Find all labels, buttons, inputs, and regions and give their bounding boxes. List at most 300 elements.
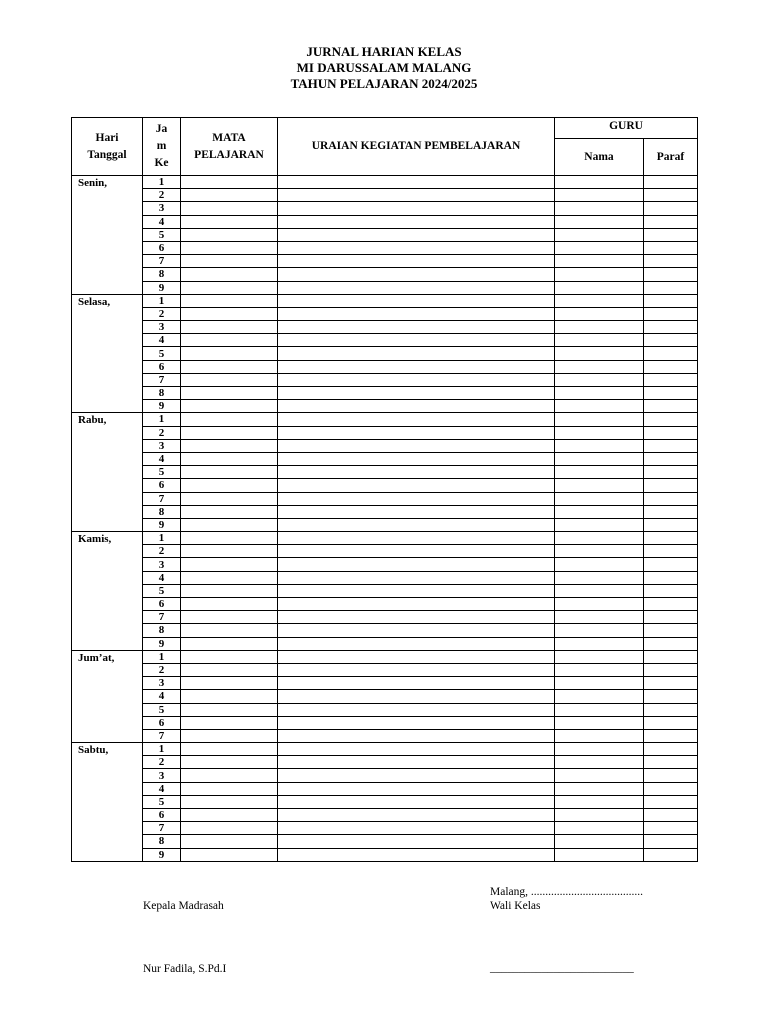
- jam-ke-cell: 1: [143, 532, 181, 545]
- guru-paraf-cell[interactable]: [644, 466, 698, 479]
- uraian-cell[interactable]: [278, 255, 555, 268]
- guru-nama-cell[interactable]: [555, 769, 644, 782]
- guru-nama-cell[interactable]: [555, 663, 644, 676]
- uraian-cell[interactable]: [278, 571, 555, 584]
- uraian-cell[interactable]: [278, 677, 555, 690]
- table-row: [72, 611, 698, 624]
- table-row: [72, 822, 698, 835]
- mata-pelajaran-cell[interactable]: [181, 452, 278, 465]
- mata-pelajaran-cell[interactable]: [181, 584, 278, 597]
- jam-ke-cell: 4: [143, 690, 181, 703]
- jam-ke-cell: 5: [143, 795, 181, 808]
- uraian-cell[interactable]: [278, 202, 555, 215]
- table-row: [72, 663, 698, 676]
- jam-ke-cell: 5: [143, 347, 181, 360]
- mata-pelajaran-cell[interactable]: [181, 782, 278, 795]
- table-row: [72, 215, 698, 228]
- jam-ke-cell: 5: [143, 703, 181, 716]
- table-row: [72, 769, 698, 782]
- uraian-cell[interactable]: [278, 215, 555, 228]
- guru-paraf-cell[interactable]: [644, 281, 698, 294]
- table-row: [72, 795, 698, 808]
- table-row: [72, 241, 698, 254]
- guru-nama-cell[interactable]: [555, 624, 644, 637]
- header-jam-1: Ja: [155, 123, 168, 135]
- mata-pelajaran-cell[interactable]: [181, 307, 278, 320]
- guru-paraf-cell[interactable]: [644, 241, 698, 254]
- guru-nama-cell[interactable]: [555, 690, 644, 703]
- mata-pelajaran-cell[interactable]: [181, 321, 278, 334]
- guru-nama-cell[interactable]: [555, 307, 644, 320]
- jam-ke-cell: 9: [143, 637, 181, 650]
- guru-nama-cell[interactable]: [555, 255, 644, 268]
- guru-paraf-cell[interactable]: [644, 848, 698, 861]
- header-mata: MATA: [212, 131, 246, 144]
- guru-nama-cell[interactable]: [555, 189, 644, 202]
- guru-nama-cell[interactable]: [555, 518, 644, 531]
- table-row: [72, 492, 698, 505]
- guru-nama-cell[interactable]: [555, 413, 644, 426]
- guru-paraf-cell[interactable]: [644, 479, 698, 492]
- guru-nama-cell[interactable]: [555, 795, 644, 808]
- mata-pelajaran-cell[interactable]: [181, 176, 278, 189]
- guru-nama-cell[interactable]: [555, 558, 644, 571]
- jam-ke-cell: 1: [143, 743, 181, 756]
- guru-nama-cell[interactable]: [555, 703, 644, 716]
- table-row: [72, 677, 698, 690]
- guru-nama-cell[interactable]: [555, 439, 644, 452]
- uraian-cell[interactable]: [278, 795, 555, 808]
- mata-pelajaran-cell[interactable]: [181, 413, 278, 426]
- day-cell: Kamis,: [72, 532, 143, 651]
- header-nama: Nama: [555, 139, 644, 176]
- guru-nama-cell[interactable]: [555, 176, 644, 189]
- table-row: [72, 518, 698, 531]
- guru-nama-cell[interactable]: [555, 782, 644, 795]
- mata-pelajaran-cell[interactable]: [181, 795, 278, 808]
- jam-ke-cell: 5: [143, 466, 181, 479]
- guru-paraf-cell[interactable]: [644, 334, 698, 347]
- mata-pelajaran-cell[interactable]: [181, 202, 278, 215]
- jam-ke-cell: 3: [143, 677, 181, 690]
- guru-paraf-cell[interactable]: [644, 294, 698, 307]
- table-row: [72, 637, 698, 650]
- mata-pelajaran-cell[interactable]: [181, 690, 278, 703]
- guru-nama-cell[interactable]: [555, 809, 644, 822]
- guru-nama-cell[interactable]: [555, 848, 644, 861]
- mata-pelajaran-cell[interactable]: [181, 743, 278, 756]
- header-jam-3: Ke: [154, 157, 169, 169]
- table-row: [72, 479, 698, 492]
- jam-ke-cell: 2: [143, 189, 181, 202]
- jam-ke-cell: 3: [143, 769, 181, 782]
- guru-paraf-cell[interactable]: [644, 400, 698, 413]
- mata-pelajaran-cell[interactable]: [181, 255, 278, 268]
- guru-nama-cell[interactable]: [555, 598, 644, 611]
- jam-ke-cell: 6: [143, 479, 181, 492]
- uraian-cell[interactable]: [278, 809, 555, 822]
- guru-paraf-cell[interactable]: [644, 268, 698, 281]
- jam-ke-cell: 7: [143, 373, 181, 386]
- mata-pelajaran-cell[interactable]: [181, 822, 278, 835]
- mata-pelajaran-cell[interactable]: [181, 189, 278, 202]
- mata-pelajaran-cell[interactable]: [181, 545, 278, 558]
- header-guru: GURU: [555, 118, 698, 139]
- title-line-1: JURNAL HARIAN KELAS: [306, 44, 462, 59]
- table-row: [72, 228, 698, 241]
- table-row: [72, 571, 698, 584]
- guru-paraf-cell[interactable]: [644, 637, 698, 650]
- wali-kelas-signature-line: _________________________: [490, 962, 634, 974]
- uraian-cell[interactable]: [278, 624, 555, 637]
- guru-paraf-cell[interactable]: [644, 571, 698, 584]
- table-row: [72, 558, 698, 571]
- table-row: [72, 835, 698, 848]
- table-row: [72, 189, 698, 202]
- uraian-cell[interactable]: [278, 663, 555, 676]
- jam-ke-cell: 3: [143, 321, 181, 334]
- header-uraian: URAIAN KEGIATAN PEMBELAJARAN: [278, 118, 555, 176]
- uraian-cell[interactable]: [278, 452, 555, 465]
- uraian-cell[interactable]: [278, 782, 555, 795]
- mata-pelajaran-cell[interactable]: [181, 294, 278, 307]
- place-date-line: Malang, .......................................: [490, 886, 644, 898]
- mata-pelajaran-cell[interactable]: [181, 426, 278, 439]
- guru-nama-cell[interactable]: [555, 281, 644, 294]
- jam-ke-cell: 6: [143, 241, 181, 254]
- jam-ke-cell: 3: [143, 558, 181, 571]
- guru-paraf-cell[interactable]: [644, 584, 698, 597]
- jam-ke-cell: 5: [143, 228, 181, 241]
- jam-ke-cell: 2: [143, 426, 181, 439]
- jam-ke-cell: 9: [143, 281, 181, 294]
- mata-pelajaran-cell[interactable]: [181, 281, 278, 294]
- guru-paraf-cell[interactable]: [644, 373, 698, 386]
- table-row: [72, 756, 698, 769]
- guru-nama-cell[interactable]: [555, 268, 644, 281]
- uraian-cell[interactable]: [278, 558, 555, 571]
- uraian-cell[interactable]: [278, 756, 555, 769]
- mata-pelajaran-cell[interactable]: [181, 518, 278, 531]
- uraian-cell[interactable]: [278, 479, 555, 492]
- table-row: [72, 598, 698, 611]
- mata-pelajaran-cell[interactable]: [181, 571, 278, 584]
- jam-ke-cell: 4: [143, 452, 181, 465]
- uraian-cell[interactable]: [278, 400, 555, 413]
- uraian-cell[interactable]: [278, 373, 555, 386]
- guru-paraf-cell[interactable]: [644, 176, 698, 189]
- uraian-cell[interactable]: [278, 729, 555, 742]
- guru-nama-cell[interactable]: [555, 334, 644, 347]
- jam-ke-cell: 4: [143, 334, 181, 347]
- guru-nama-cell[interactable]: [555, 215, 644, 228]
- guru-paraf-cell[interactable]: [644, 690, 698, 703]
- guru-paraf-cell[interactable]: [644, 756, 698, 769]
- title-line-2: MI DARUSSALAM MALANG: [296, 60, 472, 75]
- document-title: [0, 44, 768, 92]
- guru-nama-cell[interactable]: [555, 466, 644, 479]
- mata-pelajaran-cell[interactable]: [181, 835, 278, 848]
- mata-pelajaran-cell[interactable]: [181, 505, 278, 518]
- guru-nama-cell[interactable]: [555, 545, 644, 558]
- guru-nama-cell[interactable]: [555, 611, 644, 624]
- guru-paraf-cell[interactable]: [644, 532, 698, 545]
- guru-paraf-cell[interactable]: [644, 558, 698, 571]
- header-hari-tanggal: [72, 118, 143, 176]
- mata-pelajaran-cell[interactable]: [181, 479, 278, 492]
- mata-pelajaran-cell[interactable]: [181, 492, 278, 505]
- table-row: [72, 848, 698, 861]
- guru-nama-cell[interactable]: [555, 426, 644, 439]
- uraian-cell[interactable]: [278, 822, 555, 835]
- mata-pelajaran-cell[interactable]: [181, 360, 278, 373]
- table-row: [72, 268, 698, 281]
- guru-paraf-cell[interactable]: [644, 663, 698, 676]
- mata-pelajaran-cell[interactable]: [181, 373, 278, 386]
- uraian-cell[interactable]: [278, 426, 555, 439]
- uraian-cell[interactable]: [278, 835, 555, 848]
- guru-nama-cell[interactable]: [555, 387, 644, 400]
- jam-ke-cell: 7: [143, 492, 181, 505]
- table-row: [72, 650, 698, 663]
- guru-nama-cell[interactable]: [555, 650, 644, 663]
- uraian-cell[interactable]: [278, 769, 555, 782]
- guru-paraf-cell[interactable]: [644, 413, 698, 426]
- mata-pelajaran-cell[interactable]: [181, 241, 278, 254]
- mata-pelajaran-cell[interactable]: [181, 677, 278, 690]
- mata-pelajaran-cell[interactable]: [181, 769, 278, 782]
- guru-paraf-cell[interactable]: [644, 769, 698, 782]
- header-jam-ke: [143, 118, 181, 176]
- guru-nama-cell[interactable]: [555, 743, 644, 756]
- guru-nama-cell[interactable]: [555, 321, 644, 334]
- mata-pelajaran-cell[interactable]: [181, 466, 278, 479]
- guru-nama-cell[interactable]: [555, 294, 644, 307]
- uraian-cell[interactable]: [278, 439, 555, 452]
- guru-paraf-cell[interactable]: [644, 215, 698, 228]
- guru-paraf-cell[interactable]: [644, 387, 698, 400]
- mata-pelajaran-cell[interactable]: [181, 400, 278, 413]
- guru-nama-cell[interactable]: [555, 479, 644, 492]
- guru-nama-cell[interactable]: [555, 360, 644, 373]
- guru-nama-cell[interactable]: [555, 584, 644, 597]
- guru-paraf-cell[interactable]: [644, 189, 698, 202]
- table-row: [72, 466, 698, 479]
- table-row: [72, 347, 698, 360]
- guru-nama-cell[interactable]: [555, 729, 644, 742]
- guru-paraf-cell[interactable]: [644, 505, 698, 518]
- uraian-cell[interactable]: [278, 334, 555, 347]
- jam-ke-cell: 2: [143, 663, 181, 676]
- jam-ke-cell: 6: [143, 598, 181, 611]
- mata-pelajaran-cell[interactable]: [181, 663, 278, 676]
- table-row: [72, 360, 698, 373]
- table-row: [72, 307, 698, 320]
- table-row: [72, 400, 698, 413]
- uraian-cell[interactable]: [278, 650, 555, 663]
- guru-nama-cell[interactable]: [555, 716, 644, 729]
- guru-paraf-cell[interactable]: [644, 360, 698, 373]
- guru-paraf-cell[interactable]: [644, 321, 698, 334]
- guru-nama-cell[interactable]: [555, 756, 644, 769]
- header-jam-2: m: [156, 140, 167, 152]
- guru-paraf-cell[interactable]: [644, 743, 698, 756]
- guru-paraf-cell[interactable]: [644, 255, 698, 268]
- guru-nama-cell[interactable]: [555, 637, 644, 650]
- guru-paraf-cell[interactable]: [644, 716, 698, 729]
- uraian-cell[interactable]: [278, 387, 555, 400]
- guru-nama-cell[interactable]: [555, 241, 644, 254]
- guru-paraf-cell[interactable]: [644, 518, 698, 531]
- uraian-cell[interactable]: [278, 360, 555, 373]
- mata-pelajaran-cell[interactable]: [181, 334, 278, 347]
- uraian-cell[interactable]: [278, 637, 555, 650]
- guru-paraf-cell[interactable]: [644, 307, 698, 320]
- guru-nama-cell[interactable]: [555, 505, 644, 518]
- table-row: [72, 387, 698, 400]
- jam-ke-cell: 7: [143, 729, 181, 742]
- mata-pelajaran-cell[interactable]: [181, 439, 278, 452]
- mata-pelajaran-cell[interactable]: [181, 558, 278, 571]
- kepala-madrasah-title: Kepala Madrasah: [143, 900, 224, 912]
- table-row: [72, 452, 698, 465]
- guru-nama-cell[interactable]: [555, 532, 644, 545]
- uraian-cell[interactable]: [278, 321, 555, 334]
- uraian-cell[interactable]: [278, 268, 555, 281]
- uraian-cell[interactable]: [278, 176, 555, 189]
- mata-pelajaran-cell[interactable]: [181, 215, 278, 228]
- mata-pelajaran-cell[interactable]: [181, 716, 278, 729]
- table-row: [72, 413, 698, 426]
- uraian-cell[interactable]: [278, 281, 555, 294]
- table-body: [72, 176, 698, 862]
- mata-pelajaran-cell[interactable]: [181, 703, 278, 716]
- guru-paraf-cell[interactable]: [644, 439, 698, 452]
- guru-paraf-cell[interactable]: [644, 703, 698, 716]
- mata-pelajaran-cell[interactable]: [181, 624, 278, 637]
- uraian-cell[interactable]: [278, 492, 555, 505]
- uraian-cell[interactable]: [278, 307, 555, 320]
- uraian-cell[interactable]: [278, 466, 555, 479]
- mata-pelajaran-cell[interactable]: [181, 611, 278, 624]
- guru-paraf-cell[interactable]: [644, 426, 698, 439]
- guru-paraf-cell[interactable]: [644, 809, 698, 822]
- guru-paraf-cell[interactable]: [644, 795, 698, 808]
- uraian-cell[interactable]: [278, 690, 555, 703]
- guru-paraf-cell[interactable]: [644, 782, 698, 795]
- mata-pelajaran-cell[interactable]: [181, 848, 278, 861]
- uraian-cell[interactable]: [278, 545, 555, 558]
- guru-paraf-cell[interactable]: [644, 347, 698, 360]
- guru-paraf-cell[interactable]: [644, 452, 698, 465]
- jam-ke-cell: 1: [143, 413, 181, 426]
- table-row: [72, 281, 698, 294]
- guru-paraf-cell[interactable]: [644, 492, 698, 505]
- table-row: [72, 505, 698, 518]
- guru-nama-cell[interactable]: [555, 822, 644, 835]
- jam-ke-cell: 2: [143, 756, 181, 769]
- guru-paraf-cell[interactable]: [644, 677, 698, 690]
- mata-pelajaran-cell[interactable]: [181, 650, 278, 663]
- uraian-cell[interactable]: [278, 413, 555, 426]
- guru-paraf-cell[interactable]: [644, 611, 698, 624]
- guru-nama-cell[interactable]: [555, 228, 644, 241]
- uraian-cell[interactable]: [278, 532, 555, 545]
- table-row: [72, 729, 698, 742]
- guru-paraf-cell[interactable]: [644, 202, 698, 215]
- table-row: [72, 716, 698, 729]
- uraian-cell[interactable]: [278, 294, 555, 307]
- mata-pelajaran-cell[interactable]: [181, 387, 278, 400]
- uraian-cell[interactable]: [278, 743, 555, 756]
- uraian-cell[interactable]: [278, 505, 555, 518]
- uraian-cell[interactable]: [278, 518, 555, 531]
- guru-paraf-cell[interactable]: [644, 822, 698, 835]
- jam-ke-cell: 8: [143, 268, 181, 281]
- table-row: [72, 294, 698, 307]
- header-mata-pelajaran: [181, 118, 278, 176]
- table-row: [72, 439, 698, 452]
- guru-nama-cell[interactable]: [555, 202, 644, 215]
- jam-ke-cell: 9: [143, 400, 181, 413]
- guru-paraf-cell[interactable]: [644, 729, 698, 742]
- mata-pelajaran-cell[interactable]: [181, 809, 278, 822]
- mata-pelajaran-cell[interactable]: [181, 729, 278, 742]
- mata-pelajaran-cell[interactable]: [181, 228, 278, 241]
- table-row: [72, 202, 698, 215]
- guru-paraf-cell[interactable]: [644, 835, 698, 848]
- jam-ke-cell: 3: [143, 439, 181, 452]
- guru-nama-cell[interactable]: [555, 452, 644, 465]
- uraian-cell[interactable]: [278, 848, 555, 861]
- uraian-cell[interactable]: [278, 189, 555, 202]
- uraian-cell[interactable]: [278, 611, 555, 624]
- uraian-cell[interactable]: [278, 598, 555, 611]
- guru-paraf-cell[interactable]: [644, 650, 698, 663]
- mata-pelajaran-cell[interactable]: [181, 268, 278, 281]
- jam-ke-cell: 6: [143, 360, 181, 373]
- guru-paraf-cell[interactable]: [644, 545, 698, 558]
- table-row: [72, 782, 698, 795]
- jam-ke-cell: 1: [143, 176, 181, 189]
- uraian-cell[interactable]: [278, 347, 555, 360]
- guru-nama-cell[interactable]: [555, 677, 644, 690]
- uraian-cell[interactable]: [278, 228, 555, 241]
- guru-nama-cell[interactable]: [555, 492, 644, 505]
- mata-pelajaran-cell[interactable]: [181, 756, 278, 769]
- guru-nama-cell[interactable]: [555, 835, 644, 848]
- uraian-cell[interactable]: [278, 241, 555, 254]
- guru-nama-cell[interactable]: [555, 400, 644, 413]
- uraian-cell[interactable]: [278, 716, 555, 729]
- wali-kelas-title: Wali Kelas: [490, 900, 541, 912]
- guru-paraf-cell[interactable]: [644, 598, 698, 611]
- jam-ke-cell: 6: [143, 716, 181, 729]
- mata-pelajaran-cell[interactable]: [181, 637, 278, 650]
- guru-nama-cell[interactable]: [555, 347, 644, 360]
- guru-nama-cell[interactable]: [555, 373, 644, 386]
- uraian-cell[interactable]: [278, 703, 555, 716]
- guru-paraf-cell[interactable]: [644, 228, 698, 241]
- table-row: [72, 373, 698, 386]
- mata-pelajaran-cell[interactable]: [181, 598, 278, 611]
- uraian-cell[interactable]: [278, 584, 555, 597]
- title-line-3: TAHUN PELAJARAN 2024/2025: [290, 76, 478, 91]
- guru-nama-cell[interactable]: [555, 571, 644, 584]
- mata-pelajaran-cell[interactable]: [181, 347, 278, 360]
- mata-pelajaran-cell[interactable]: [181, 532, 278, 545]
- guru-paraf-cell[interactable]: [644, 624, 698, 637]
